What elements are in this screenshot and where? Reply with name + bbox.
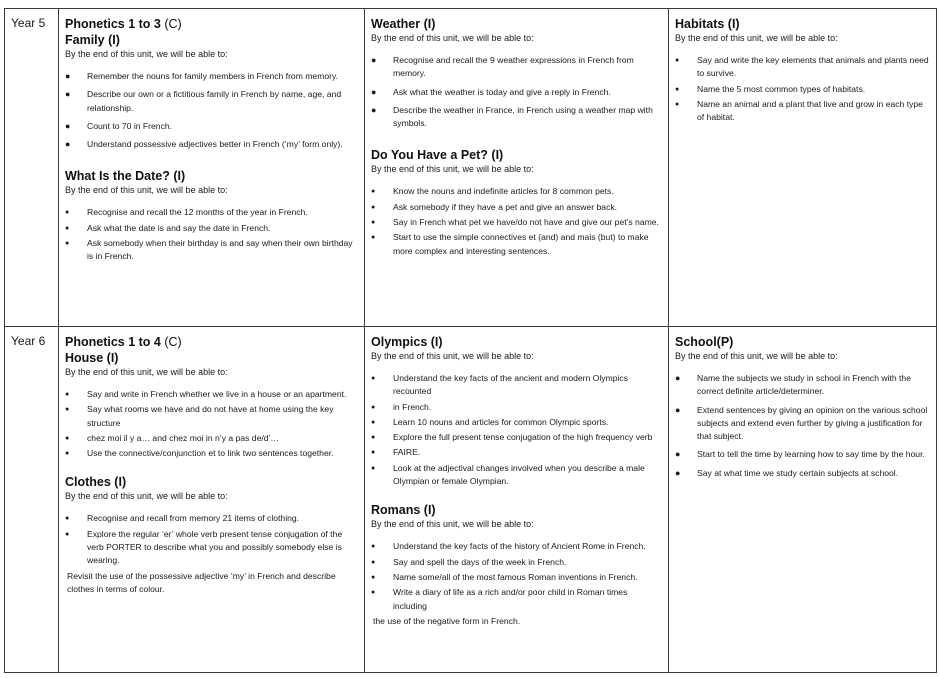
objective-item: ● Describe the weather in France, in French using a weather map with symbols. [371,104,662,131]
objective-list [371,185,662,257]
unit-title [65,334,358,350]
objective-item: ● Look at the adjectival changes involved when you describe a male Olympian or female Olympian. [371,462,662,489]
objective-list [371,540,662,612]
unit-title-text: Olympics (I) [371,335,443,349]
unit-type-suffix: (C) [160,17,182,31]
objective-item: ● Say and write in French whether we live in a house or an apartment. [65,388,358,401]
unit-intro: By the end of this unit, we will be able to: [675,351,838,361]
unit-intro: By the end of this unit, we will be able to: [65,367,228,377]
objective-item: ● Ask somebody when their birthday is and say when their own birthday is in French. [65,237,358,264]
objective-list [675,372,930,480]
unit-intro: By the end of this unit, we will be able to: [65,491,228,502]
objective-item: ● Start to use the simple connectives et (and) and mais (but) to make more complex and interesting sentences. [371,231,662,258]
objective-list [65,206,358,263]
objective-item: ● Ask what the weather is today and give a reply in French. [371,86,662,99]
spacer [371,135,662,147]
objective-item: ● Explore the regular ‘er’ whole verb present tense conjugation of the verb PORTER to describe what you and possibly somebody else is wearing. [65,528,358,568]
unit-title [65,16,358,32]
objective-item: ● Name the 5 most common types of habitats. [675,83,930,96]
cell [365,327,669,673]
objective-item: ● Remember the nouns for family members in French from memory. [65,70,358,83]
objective-item: ● Understand the key facts of the ancient and modern Olympics recounted [371,372,662,399]
objective-item: ● Say what rooms we have and do not have at home using the key structure [65,403,358,430]
cell [59,9,365,327]
objective-item: ● Use the connective/conjunction et to link two sentences together. [65,447,358,460]
objective-list [371,54,662,130]
unit-title-text: Phonetics 1 to 4 [65,335,161,349]
spacer [371,490,662,502]
objective-item: ● Recognise and recall from memory 21 items of clothing. [65,512,358,525]
unit-intro: By the end of this unit, we will be able to: [675,33,838,43]
unit-title-text: Weather (I) [371,17,436,31]
objective-item: ● Write a diary of life as a rich and/or poor child in Roman times including [371,586,662,613]
objective-item: ● Name the subjects we study in school in French with the correct definite article/determiner. [675,372,930,399]
year-label: Year 5 [5,9,59,327]
objective-item: ● Recognise and recall the 12 months of the year in French. [65,206,358,219]
objective-item: ● Describe our own or a fictitious family in French by name, age, and relationship. [65,88,358,115]
unit-title-text: Habitats (I) [675,17,740,31]
unit-title-text: Phonetics 1 to 3 [65,17,161,31]
unit-title-text: School(P) [675,335,734,349]
objective-item: ● Know the nouns and indefinite articles for 8 common pets. [371,185,662,198]
year-label: Year 6 [5,327,59,673]
unit-title-text: Clothes (I) [65,475,127,490]
year5-row [5,9,937,327]
unit-note: Revisit the use of the possessive adjective ‘my’ in French and describe clothes in terms of colour. [67,570,336,594]
curriculum-table [4,8,937,673]
unit-title [65,474,358,490]
objective-item: ● Say in French what pet we have/do not have and give our pet’s name. [371,216,662,229]
unit-title-text: Romans (I) [371,503,436,518]
unit-note: the use of the negative form in French. [373,615,521,626]
unit-title-text: What Is the Date? (I) [65,169,186,184]
spacer [65,156,358,168]
objective-item: ● Learn 10 nouns and articles for common Olympic sports. [371,416,662,429]
objective-item: ● Ask what the date is and say the date in French. [65,222,358,235]
objective-item: ● FAIRE. [371,446,662,459]
objective-list [675,54,930,124]
unit-intro: By the end of this unit, we will be able to: [371,519,534,530]
unit-intro: By the end of this unit, we will be able to: [371,33,534,43]
unit-title [65,168,358,184]
cell [669,327,937,673]
objective-item: ● Start to tell the time by learning how to say time by the hour. [675,448,930,461]
year6-row [5,327,937,673]
objective-item: ● Ask somebody if they have a pet and give an answer back. [371,201,662,214]
unit-intro: By the end of this unit, we will be able to: [65,49,228,59]
unit-intro: By the end of this unit, we will be able to: [371,164,534,175]
objective-item: ● Understand the key facts of the history of Ancient Rome in French. [371,540,662,553]
objective-item: ● Name an animal and a plant that live and grow in each type of habitat. [675,98,930,125]
objective-list [65,512,358,567]
objective-item: ● Recognise and recall the 9 weather expressions in French from memory. [371,54,662,81]
objective-item: ● Understand possessive adjectives better in French (‘my’ form only). [65,138,358,151]
unit-title [371,147,662,163]
objective-item: ● in French. [371,401,662,414]
unit-type-suffix: (C) [160,335,182,349]
unit-title [371,502,662,518]
unit-title [65,32,358,48]
objective-item: ● chez moi il y a… and chez moi in n’y a pas de/d’… [65,432,358,445]
spacer [65,462,358,474]
objective-item: ● Say and spell the days of the week in French. [371,556,662,569]
unit-title [65,350,358,366]
objective-item: ● Name some/all of the most famous Roman inventions in French. [371,571,662,584]
objective-list [371,372,662,488]
objective-list [65,70,358,151]
unit-title-text: Family (I) [65,33,120,47]
unit-title [371,334,662,350]
objective-item: ● Extend sentences by giving an opinion on the various school subjects and extend even further by giving a justification for that subject. [675,404,930,444]
unit-title [675,16,930,32]
cell [365,9,669,327]
cell [669,9,937,327]
unit-title [675,334,930,350]
unit-title-text: House (I) [65,351,119,365]
objective-item: ● Explore the full present tense conjugation of the high frequency verb [371,431,662,444]
unit-title [371,16,662,32]
unit-intro: By the end of this unit, we will be able to: [371,351,534,361]
objective-list [65,388,358,460]
objective-item: ● Say at what time we study certain subjects at school. [675,467,930,480]
objective-item: ● Say and write the key elements that animals and plants need to survive. [675,54,930,81]
unit-title-text: Do You Have a Pet? (I) [371,148,504,163]
unit-intro: By the end of this unit, we will be able to: [65,185,228,196]
cell [59,327,365,673]
objective-item: ● Count to 70 in French. [65,120,358,133]
